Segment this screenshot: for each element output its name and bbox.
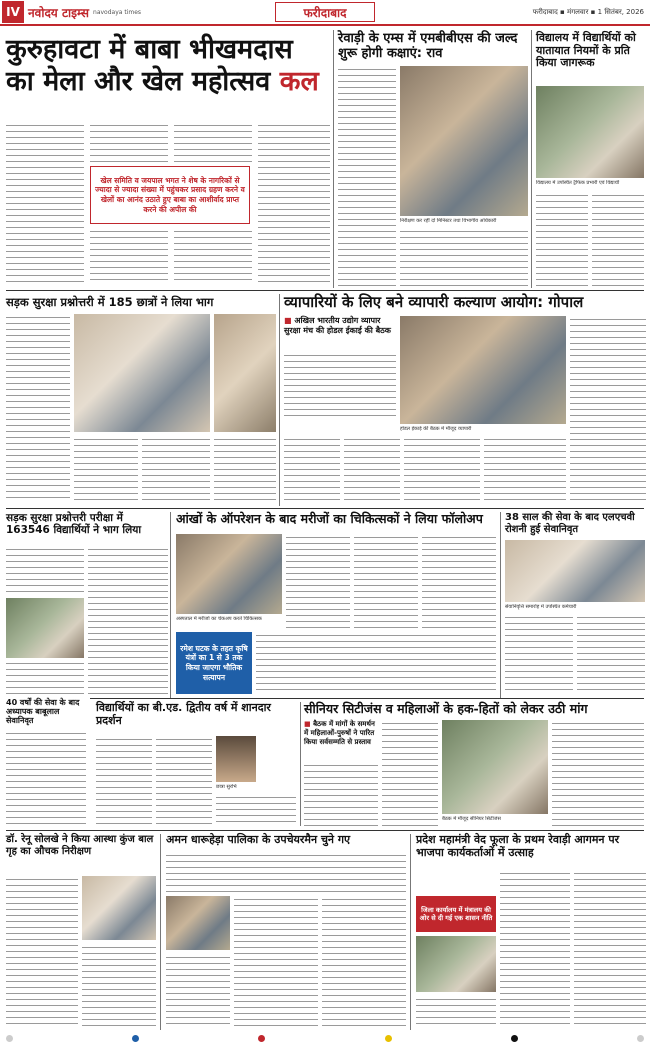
farewell2-headline: 40 वर्षों की सेवा के बाद अध्यापक बाबूलाल सेवानिवृत — [6, 698, 80, 726]
bed-body-col3 — [216, 794, 296, 826]
merchants-body-col4 — [404, 436, 480, 502]
mela-body-col3 — [174, 122, 252, 162]
mela-body-col4 — [258, 122, 330, 282]
aiims-body-col2 — [400, 228, 528, 286]
farewell-caption: सेवानिवृत्ति समारोह में उपस्थित कर्मचारी — [505, 604, 577, 610]
eye-photo — [176, 534, 282, 614]
exam-body-col1 — [6, 546, 84, 596]
senior-body-col2 — [382, 720, 438, 826]
registration-mark — [258, 1035, 265, 1042]
mela-body-col1 — [6, 122, 84, 282]
farewell-headline: 38 साल की सेवा के बाद एलएचवी रोशनी हुई सेवानिवृत — [505, 512, 635, 535]
section-rule — [6, 508, 644, 509]
eye-body-col2 — [354, 534, 418, 628]
page-footer — [0, 1033, 650, 1043]
senior-caption: बैठक में मौजूद सीनियर सिटीजंस — [442, 816, 501, 822]
merchants-subhead: ■ अखिल भारतीय उद्योग व्यापार सुरक्षा मंच की होडल ईकाई की बैठक — [284, 316, 391, 336]
farewell-body-col2 — [577, 614, 645, 694]
merchants-caption: होडल ईकाई की बैठक में मौजूद व्यापारी — [400, 426, 472, 432]
section-name: फरीदाबाद — [275, 2, 375, 22]
column-divider — [500, 512, 501, 698]
senior-body-col3 — [552, 720, 644, 826]
farm-body — [256, 632, 496, 694]
exam-photo — [6, 598, 84, 658]
merchants-body-col1 — [284, 352, 396, 416]
road-quiz-photo — [74, 314, 210, 432]
merchants-body-col6 — [570, 316, 646, 502]
column-divider — [333, 30, 334, 288]
senior-headline: सीनियर सिटीजंस व महिलाओं के हक-हितों को लेकर उठी मांग — [304, 701, 588, 716]
brand-sub: navodaya times — [93, 8, 142, 16]
exam-body-col1b — [6, 660, 84, 694]
aman-photo — [166, 896, 230, 950]
merchants-body-col5 — [484, 436, 566, 502]
aiims-body-col1 — [338, 66, 396, 286]
page-number: IV — [2, 1, 24, 23]
farewell2-body — [6, 730, 86, 826]
mela-headline: कुरुहावटा में बाबा भीखमदास का मेला और खेल महोत्सव कल — [6, 34, 319, 97]
section-rule — [6, 290, 644, 291]
farm-callout: रमेश घटक के तहत कृषि यंत्रों का 1 से 3 तक किया जाएगा भौतिक सत्यापन — [176, 632, 252, 694]
registration-mark — [132, 1035, 139, 1042]
bed-body-col1 — [96, 736, 152, 826]
section-rule — [90, 698, 644, 699]
aiims-headline: रेवाड़ी के एम्स में एमबीबीएस की जल्द शुरू होगी कक्षाएं: राव — [338, 31, 518, 61]
farewell-body-col1 — [505, 614, 573, 694]
registration-mark — [385, 1035, 392, 1042]
aiims-caption: निरीक्षण कर रहीं दो मिनिस्टर तथा विभागीय अधिकारी — [400, 218, 497, 224]
road-quiz-headline: सड़क सुरक्षा प्रश्नोत्तरी में 185 छात्रों ने लिया भाग — [6, 295, 214, 309]
registration-mark — [511, 1035, 518, 1042]
column-divider — [160, 834, 161, 1030]
road-quiz-body-col3 — [142, 436, 210, 502]
registration-mark — [637, 1035, 644, 1042]
mela-body-col2b — [90, 228, 168, 282]
renu-body-col2 — [82, 944, 156, 1028]
column-divider — [410, 834, 411, 1030]
section-rule — [6, 830, 644, 831]
merchants-photo — [400, 316, 566, 424]
vedphula-callout: जिला कार्यालय में मंत्रालय की ओर से दी गई एक शासन नीति — [416, 896, 496, 932]
school-headline: विद्यालय में विद्यार्थियों को यातायात नियमों के प्रति किया जागरूक — [536, 31, 636, 70]
renu-photo — [82, 876, 156, 940]
farewell-photo — [505, 540, 645, 602]
merchants-body-col3 — [344, 436, 400, 502]
aman-body-top — [166, 852, 406, 892]
road-quiz-photo-2 — [214, 314, 276, 432]
renu-body-col1 — [6, 876, 78, 1028]
bed-body-col2 — [156, 736, 212, 826]
school-photo — [536, 86, 644, 178]
mela-callout: खेल समिति व जयपाल भगत ने शेष के नागरिकों से ज्यादा से ज्यादा संख्या में पहुंचकर प्रसाद ग्रहण करने व खेलों का आनंद उठाते हुए बाबा का आशीर्वाद प्राप्त करने की अपील की — [90, 166, 250, 224]
aman-headline: अमन धारूहेड़ा पालिका के उपचेयरमैन चुने गए — [166, 833, 351, 846]
bed-caption: छात्रा सुरभि — [216, 784, 237, 790]
page-header — [0, 0, 650, 26]
vedphula-photo — [416, 936, 496, 992]
road-quiz-body-col4 — [214, 436, 276, 502]
bed-photo — [216, 736, 256, 782]
school-body-col1 — [536, 192, 588, 286]
senior-photo — [442, 720, 548, 814]
senior-subhead: ■ बैठक में मांगों के समर्थन में महिलाओं-पुरुषों ने पारित किया सर्वसम्मति से प्रस्ताव — [304, 720, 375, 747]
vedphula-body-col1 — [416, 996, 496, 1028]
mela-body-col3b — [174, 228, 252, 282]
eye-headline: आंखों के ऑपरेशन के बाद मरीजों का चिकित्सकों ने लिया फॉलोअप — [176, 511, 483, 526]
merchants-headline: व्यापारियों के लिए बने व्यापारी कल्याण आयोग: गोपाल — [284, 293, 584, 311]
road-quiz-body-col1 — [6, 314, 70, 502]
aman-body-col1 — [166, 954, 230, 1028]
column-divider — [300, 702, 301, 826]
eye-body-col3 — [422, 534, 496, 628]
road-quiz-body-col2 — [74, 436, 138, 502]
exam-headline: सड़क सुरक्षा प्रश्नोत्तरी परीक्षा में 163546 विद्यार्थियों ने भाग लिया — [6, 512, 142, 537]
column-divider — [531, 30, 532, 288]
eye-caption: अस्पताल में मरीजों का चेकअप करते चिकित्सक — [176, 616, 262, 622]
school-caption: विद्यालय में उपस्थित ट्रैफिक प्रभारी एवं विद्यार्थी — [536, 180, 620, 186]
vedphula-body-col3 — [574, 870, 646, 1028]
registration-mark — [6, 1035, 13, 1042]
merchants-body-col2 — [284, 436, 340, 502]
mela-body-col2 — [90, 122, 168, 162]
aiims-photo — [400, 66, 528, 216]
senior-body-col1 — [304, 762, 378, 826]
vedphula-headline: प्रदेश महामंत्री वेद फूला के प्रथम रेवाड़ी आगमन पर भाजपा कार्यकर्ताओं में उत्साह — [416, 833, 620, 859]
bed-headline: विद्यार्थियों का बी.एड. द्वितीय वर्ष में शानदार प्रदर्शन — [96, 701, 271, 727]
aman-body-col2 — [234, 896, 318, 1028]
dateline: फरीदाबाद ▪ मंगलवार ▪ 1 सितंबर, 2026 — [532, 8, 644, 16]
eye-body-col1 — [286, 534, 350, 628]
school-body-col2 — [592, 192, 644, 286]
column-divider — [170, 512, 171, 698]
brand-name: नवोदय टाइम्स — [28, 5, 90, 20]
aman-body-col3 — [322, 896, 406, 1028]
vedphula-body-col2 — [500, 870, 570, 1028]
exam-body-col2 — [88, 546, 168, 694]
renu-headline: डॉ. रेनू सोलखे ने किया आस्था कुंज बाल गृह का औचक निरीक्षण — [6, 834, 154, 857]
column-divider — [279, 294, 280, 506]
